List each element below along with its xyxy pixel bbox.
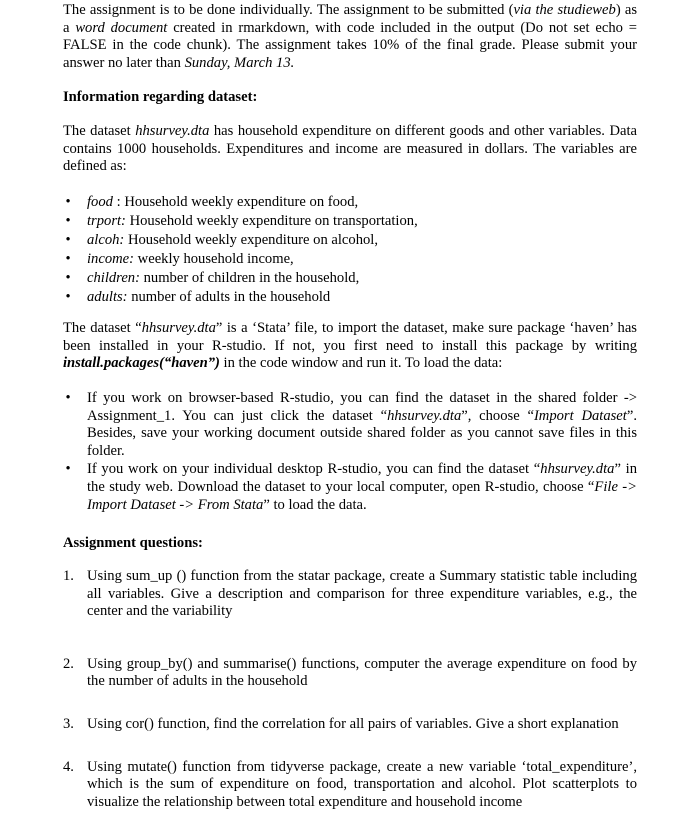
intro-word-document: word document [75, 19, 168, 36]
variable-sep: : [112, 194, 125, 210]
list-item [63, 461, 637, 514]
questions-section-heading: Assignment questions: [63, 535, 203, 551]
dataset-section-heading: Information regarding dataset: [63, 89, 258, 105]
stata-import-paragraph [63, 320, 637, 373]
intro-text-3: created in rmarkdown, with code included in the output (Do not set echo = FALSE in the code chunk). The assignment takes 10% of the final grade. Please submit your answer no later than [63, 19, 637, 71]
intro-studieweb: via the studieweb [513, 2, 616, 18]
bullet-icon: • [65, 251, 71, 267]
bullet-icon: • [65, 270, 71, 286]
question-item [63, 716, 637, 734]
intro-text-2: ) as a [63, 2, 637, 36]
dataset-desc-text-2: has household expenditure on different goods and other variables. Data contains 1000 households. Expenditures and income are measured in dollars. The variables are defined as: [63, 123, 637, 175]
question-number: 1. [63, 568, 74, 584]
load-instruction-text [87, 461, 637, 514]
load-text-c: ” to load the data. [263, 496, 367, 513]
question-text: Using mutate() function from tidyverse package, create a new variable ‘total_expenditure’, which is the sum of expenditure on food, transportation and alcohol. Plot scatterplots to visualize the relationship between total expenditure and household income [87, 758, 637, 810]
dataset-desc-text-1: The dataset [63, 123, 136, 139]
variable-name: alcoh: [87, 232, 125, 248]
variable-name: income: [87, 251, 135, 267]
variable-desc: Household weekly expenditure on food, [124, 194, 359, 210]
install-command: install.packages(“haven”) [63, 355, 220, 372]
question-item [63, 759, 637, 812]
load-text-a: If you work on your individual desktop R-studio, you can find the dataset “ [87, 461, 541, 478]
variable-name: children: [87, 270, 140, 286]
load-text-b: ” in the study web. Download the dataset to your local computer, open R-studio, choose “ [87, 461, 637, 495]
question-number: 4. [63, 758, 74, 775]
variable-name: trport: [87, 213, 126, 229]
question-text: Using cor() function, find the correlation for all pairs of variables. Give a short explanation [87, 715, 619, 732]
bullet-icon: • [65, 289, 71, 305]
variable-desc: number of adults in the household [131, 289, 331, 305]
stata-text-3: in the code window and run it. To load the data: [219, 355, 503, 372]
question-item [63, 656, 637, 691]
load-text-c: ”. Besides, save your working document outside shared folder as you cannot save files in this folder. [87, 407, 637, 459]
list-item [63, 212, 637, 231]
list-item [63, 193, 637, 212]
variable-desc: weekly household income, [137, 251, 294, 267]
load-menu-path: File -> Import Dataset -> From Stata [87, 478, 638, 513]
load-instructions-list [63, 390, 637, 515]
list-item [63, 231, 637, 250]
question-text: Using sum_up () function from the statar package, create a Summary statistic table including all variables. Give a description and comparison for three expenditure variables, e.g., the center and the variability [87, 568, 637, 620]
load-instruction-text [87, 390, 637, 460]
intro-deadline: Sunday, March 13. [184, 54, 295, 71]
load-menu-path: Import Dataset [533, 407, 627, 424]
variable-name: food [87, 194, 113, 210]
list-item [63, 390, 637, 460]
dataset-description [63, 123, 637, 176]
intro-text-1: The assignment is to be done individually. The assignment to be submitted ( [63, 2, 514, 18]
list-item [63, 288, 637, 307]
stata-text-2: ” is a ‘Stata’ file, to import the dataset, make sure package ‘haven’ has been installed in your R-studio. If not, you first need to install this package by writing [63, 320, 637, 354]
load-text-a: If you work on browser-based R-studio, you can find the dataset in the shared folder -> Assignment_1. You can just click the dataset “ [87, 390, 637, 424]
bullet-icon: • [65, 213, 71, 229]
list-item [63, 250, 637, 269]
question-number: 3. [63, 715, 74, 732]
variable-desc: number of children in the household, [143, 270, 360, 286]
load-text-b: ”, choose “ [461, 407, 534, 424]
bullet-icon: • [65, 461, 71, 478]
list-item [63, 269, 637, 288]
question-item [63, 568, 637, 621]
question-text: Using group_by() and summarise() functions, computer the average expenditure on food by the number of adults in the household [87, 655, 637, 690]
bullet-icon: • [65, 390, 71, 406]
dataset-filename: hhsurvey.dta [135, 123, 210, 139]
variable-desc: Household weekly expenditure on alcohol, [127, 232, 379, 248]
stata-filename: hhsurvey.dta [141, 320, 216, 336]
bullet-icon: • [65, 232, 71, 248]
load-filename: hhsurvey.dta [540, 461, 615, 478]
intro-paragraph [63, 2, 637, 72]
stata-text-1: The dataset “ [63, 320, 142, 336]
variable-desc: Household weekly expenditure on transportation, [129, 213, 418, 229]
questions-list [63, 568, 637, 811]
question-number: 2. [63, 655, 74, 672]
variable-list [63, 193, 637, 307]
variable-name: adults: [87, 289, 128, 305]
bullet-icon: • [65, 194, 71, 210]
load-filename: hhsurvey.dta [387, 407, 462, 424]
